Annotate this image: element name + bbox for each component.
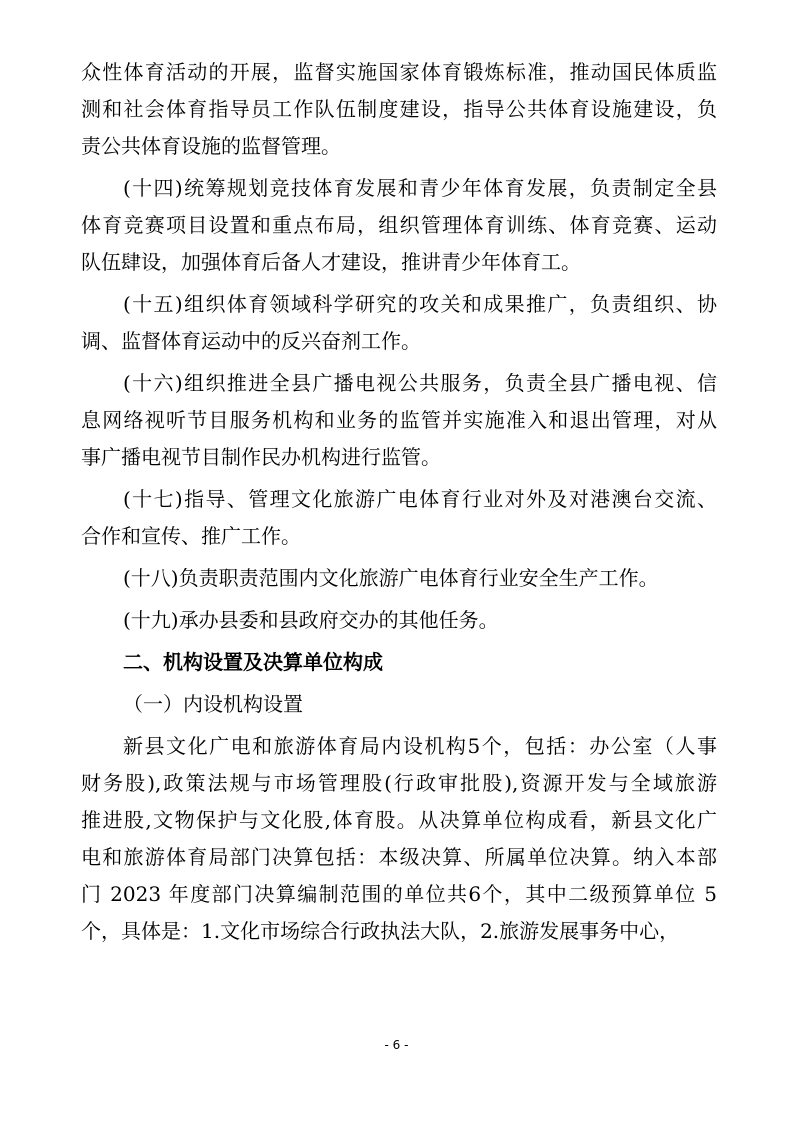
paragraph-line: 测和社会体育指导员工作队伍制度建设，指导公共体育设施建设，负 [81,97,717,121]
paragraph-line: 队伍肆设，加强体育后备人才建设，推讲青少年体育工。 [81,250,581,274]
paragraph-line: (十六)组织推进全县广播电视公共服务，负责全县广播电视、信 [123,371,717,395]
paragraph-line: 责公共体育设施的监督管理。 [81,134,341,158]
paragraph-line: 个，具体是：1.文化市场综合行政执法大队，2.旅游发展事务中心， [81,919,680,943]
paragraph-line: 事广播电视节目制作民办机构进行监管。 [81,445,441,469]
paragraph-line: 电和旅游体育局部门决算包括：本级决算、所属单位决算。纳入本部 [81,845,717,869]
paragraph-line: 合作和宣传、推广工作。 [81,524,301,548]
paragraph-line: 新县文化广电和旅游体育局内设机构5个，包括：办公室（人事 [123,734,717,758]
paragraph-line: (十八)负责职责范围内文化旅游广电体育行业安全生产工作。 [123,566,659,590]
paragraph-line: 门 2023 年度部门决算编制范围的单位共6个，其中二级预算单位 5 [81,882,717,906]
paragraph-line: 息网络视听节目服务机构和业务的监管并实施准入和退出管理，对从 [81,408,717,432]
subsection-heading: （一）内设机构设置 [123,692,303,716]
paragraph-line: (十五)组织体育领域科学研究的攻关和成果推广，负责组织、协 [123,292,717,316]
section-heading: 二、机构设置及决算单位构成 [123,650,383,674]
document-page [81,54,717,950]
paragraph-line: 推进股,文物保护与文化股,体育股。从决算单位构成看，新县文化广 [81,808,717,832]
paragraph-line: 调、监督体育运动中的反兴奋剂工作。 [81,329,421,353]
paragraph-line: (十七)指导、管理文化旅游广电体育行业对外及对港澳台交流、 [123,487,717,511]
page-number: - 6 - [384,1038,409,1052]
paragraph-line: (十四)统筹规划竞技体育发展和青少年体育发展，负责制定全县 [123,176,717,200]
paragraph-line: (十九)承办县委和县政府交办的其他任务。 [123,608,499,632]
paragraph-line: 财务股),政策法规与市场管理股(行政审批股),资源开发与全域旅游 [81,771,717,795]
paragraph-line: 体育竞赛项目设置和重点布局，组织管理体育训练、体育竞赛、运动 [81,213,717,237]
paragraph-line: 众性体育活动的开展，监督实施国家体育锻炼标准，推动国民体质监 [81,60,717,84]
